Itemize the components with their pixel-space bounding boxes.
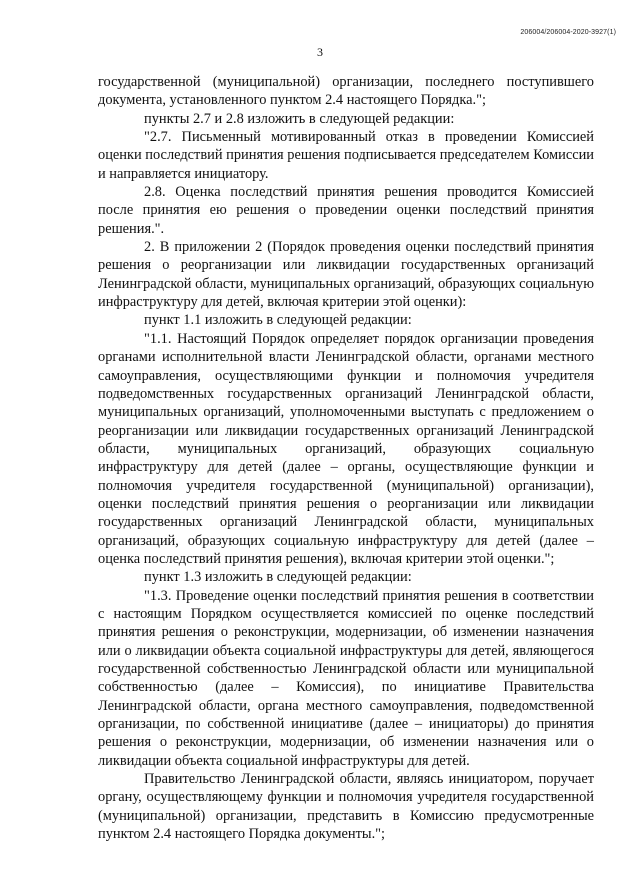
paragraph-1: государственной (муниципальной) организации, последнего поступившего документа, установленного пунктом 2.4 настоящего Порядка."; (98, 74, 594, 109)
document-id: 206004/206004-2020-3927(1) (520, 29, 616, 36)
document-body (98, 73, 594, 843)
paragraph-8: пункт 1.3 изложить в следующей редакции: (144, 569, 412, 586)
paragraph-2: пункты 2.7 и 2.8 изложить в следующей редакции: (144, 110, 455, 127)
paragraph-7: "1.1. Настоящий Порядок определяет порядок организации проведения органами исполнительной власти Ленинградской области, органами местного самоуправления, осуществляющими функции и полномочия учредителя подведомственных государственных организаций Ленинградской области, муниципальных организаций, уполномоченными выступать с предложением о реорганизации или ликвидации государственных организаций Ленинградской области, муниципальных организаций, образующих социальную инфраструктуру для детей (далее – органы, осуществляющие функции и полномочия учредителя государственной (муниципальной) организации), оценки последствий принятия решения о реорганизации или ликвидации государственных организаций Ленинградской области, муниципальных организаций, образующих социальную инфраструктуру для детей (далее – оценка последствий принятия решения), включая критерии этой оценки."; (98, 330, 594, 567)
paragraph-3: "2.7. Письменный мотивированный отказ в проведении Комиссией оценки последствий принятия решения подписывается председателем Комиссии и направляется инициатору. (98, 129, 594, 182)
paragraph-5: 2. В приложении 2 (Порядок проведения оценки последствий принятия решения о реорганизации или ликвидации государственных организаций Ленинградской области, муниципальных организаций, образующих социальную инфраструктуру для детей, включая критерии этой оценки): (98, 239, 594, 311)
page-number: 3 (317, 45, 323, 59)
paragraph-4: 2.8. Оценка последствий принятия решения проводится Комиссией после принятия ею решения о проведении оценки последствий принятия решения.". (98, 184, 594, 237)
paragraph-10: Правительство Ленинградской области, являясь инициатором, поручает органу, осуществляющему функции и полномочия учредителя государственной (муниципальной) организации, представить в Комиссию предусмотренные пунктом 2.4 настоящего Порядка документы."; (98, 771, 594, 843)
paragraph-6: пункт 1.1 изложить в следующей редакции: (144, 312, 412, 329)
paragraph-9: "1.3. Проведение оценки последствий принятия решения в соответствии с настоящим Порядком осуществляется комиссией по оценке последствий принятия решения о реконструкции, модернизации, об изменении назначения или о ликвидации объекта социальной инфраструктуры для детей, являющегося государственной собственностью Ленинградской области или муниципальной собственностью (далее – Комиссия), по инициативе Правительства Ленинградской области, органа местного самоуправления, подведомственной организации, по собственной инициативе (далее – инициаторы) до принятия решения о реконструкции, модернизации, об изменении назначения или о ликвидации объекта социальной инфраструктуры для детей. (98, 587, 594, 769)
